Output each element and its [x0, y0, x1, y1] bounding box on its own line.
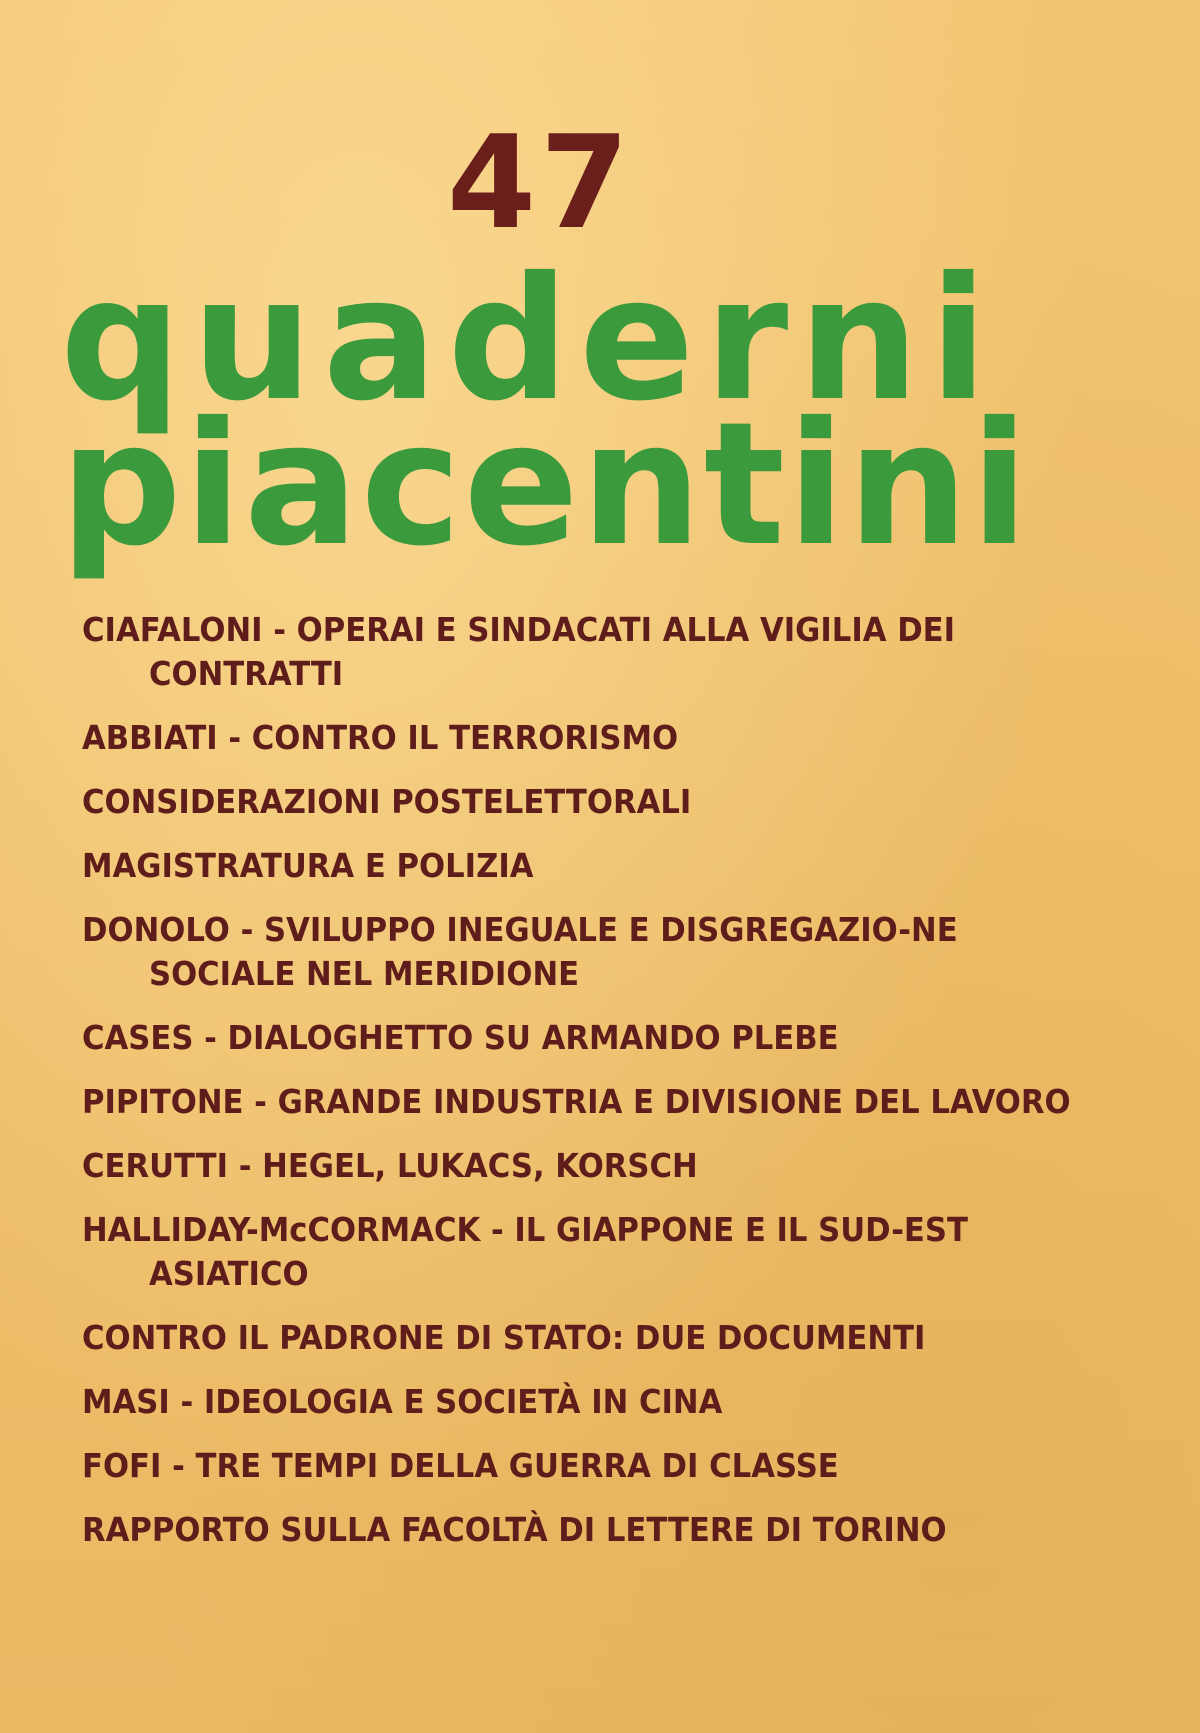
contents-item: CONSIDERAZIONI POSTELETTORALI — [82, 782, 692, 821]
contents-item: HALLIDAY-McCORMACK - IL GIAPPONE E IL SUD-EST ASIATICO — [82, 1210, 968, 1293]
contents-item: FOFI - TRE TEMPI DELLA GUERRA DI CLASSE — [82, 1446, 839, 1485]
contents-item: ABBIATI - CONTRO IL TERRORISMO — [82, 718, 679, 757]
contents-item: PIPITONE - GRANDE INDUSTRIA E DIVISIONE DEL LAVORO — [82, 1082, 1071, 1121]
contents-item: CASES - DIALOGHETTO SU ARMANDO PLEBE — [82, 1018, 839, 1057]
contents-item: DONOLO - SVILUPPO INEGUALE E DISGREGAZIO-NE SOCIALE NEL MERIDIONE — [82, 910, 958, 993]
masthead-line-2: piacentini — [60, 386, 1031, 584]
contents-item: CONTRO IL PADRONE DI STATO: DUE DOCUMENTI — [82, 1318, 926, 1357]
contents-item: MAGISTRATURA E POLIZIA — [82, 846, 534, 885]
issue-number: 47 — [446, 109, 634, 258]
contents-item: RAPPORTO SULLA FACOLTÀ DI LETTERE DI TORINO — [82, 1510, 947, 1549]
contents-item: CERUTTI - HEGEL, LUKACS, KORSCH — [82, 1146, 698, 1185]
masthead-line-1: quaderni — [60, 241, 998, 439]
contents-item: CIAFALONI - OPERAI E SINDACATI ALLA VIGILIA DEI CONTRATTI — [82, 610, 956, 693]
contents-item: MASI - IDEOLOGIA E SOCIETÀ IN CINA — [82, 1382, 723, 1421]
table-of-contents — [82, 608, 1071, 1572]
